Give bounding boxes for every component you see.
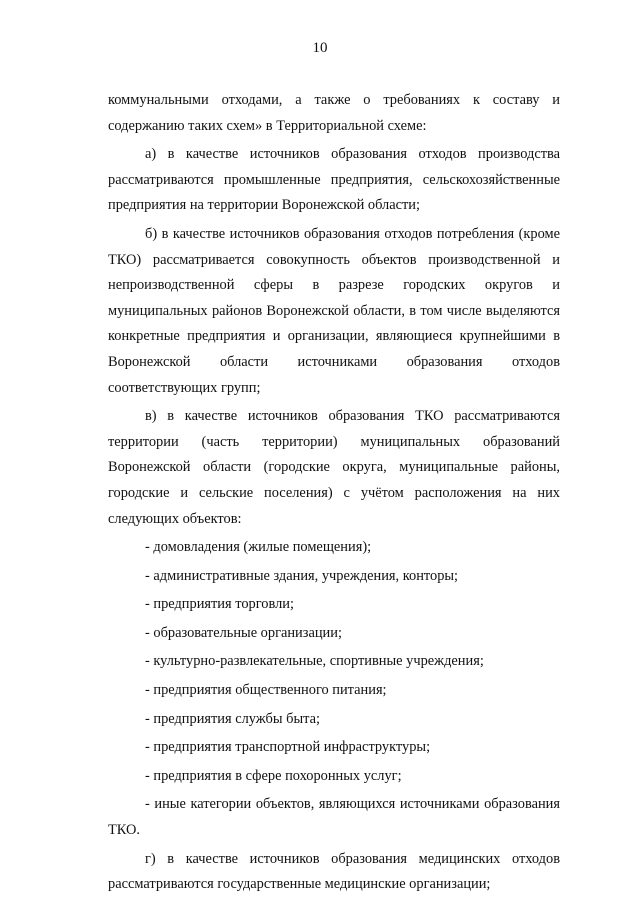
list-item-culture-sports: - культурно-развлекательные, спортивные учреждения; [145, 653, 484, 670]
paragraph-item-v: в) в качестве источников образования ТКО рассматриваются территории (часть территории) муниципальных образований Воронежской области (городские округа, муниципальные районы, городские и сельские поселения) с учётом расположения на них следующих объектов: [108, 408, 560, 527]
list-item-funeral-services: - предприятия в сфере похоронных услуг; [145, 767, 402, 784]
list-item-households: - домовладения (жилые помещения); [145, 539, 372, 556]
document-body [108, 88, 560, 898]
page-number: 10 [312, 40, 328, 56]
list-item-consumer-services: - предприятия службы быта; [145, 710, 320, 727]
paragraph-item-a: а) в качестве источников образования отходов производства рассматриваются промышленные предприятия, сельскохозяйственные предприятия на территории Воронежской области; [108, 146, 560, 214]
paragraph-item-b: б) в качестве источников образования отходов потребления (кроме ТКО) рассматривается совокупность объектов производственной и непроизводственной сферы в разрезе городских округов и муниципальных районов Воронежской области, в том числе выделяются конкретные предприятия и организации, являющиеся крупнейшими в Воронежской области источниками образования отходов соответствующих групп; [108, 225, 560, 396]
list-item-trade: - предприятия торговли; [145, 596, 294, 613]
list-item-catering: - предприятия общественного питания; [145, 682, 387, 699]
list-item-other-categories: - иные категории объектов, являющихся источниками образования ТКО. [108, 796, 560, 839]
paragraph-item-g: г) в качестве источников образования медицинских отходов рассматриваются государственные медицинские организации; [108, 850, 560, 893]
paragraph-intro-continuation: коммунальными отходами, а также о требованиях к составу и содержанию таких схем» в Территориальной схеме: [108, 92, 560, 134]
list-item-education: - образовательные организации; [145, 624, 342, 641]
list-item-transport: - предприятия транспортной инфраструктуры; [145, 739, 431, 756]
list-item-administrative-buildings: - административные здания, учреждения, конторы; [145, 567, 459, 584]
